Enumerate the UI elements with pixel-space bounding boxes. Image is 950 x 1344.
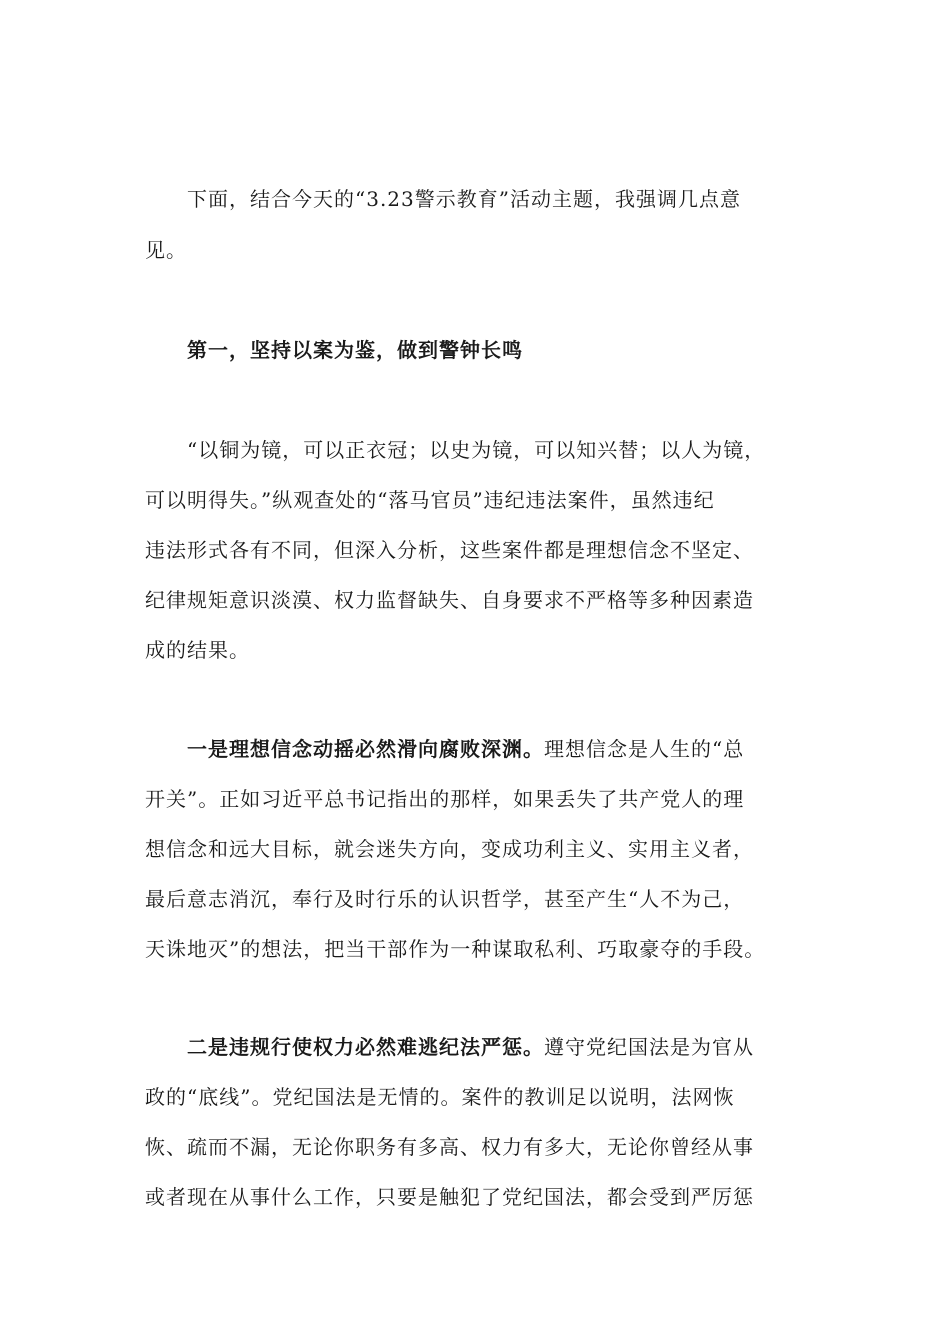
para1-line-5: 成的结果。 [145, 638, 250, 662]
para3-line-4: 或者现在从事什么工作，只要是触犯了党纪国法，都会受到严厉惩 [145, 1185, 754, 1209]
para2-line-2: 开关”。正如习近平总书记指出的那样，如果丢失了共产党人的理 [145, 787, 745, 811]
para3-line-1 [187, 1030, 754, 1064]
para3-lead-rest: 遵守党纪国法是为官从 [544, 1035, 754, 1059]
para1-line-1: “以铜为镜，可以正衣冠；以史为镜，可以知兴替；以人为镜， [187, 438, 766, 462]
para2-line-5: 天诛地灭”的想法，把当干部作为一种谋取私利、巧取豪夺的手段。 [145, 937, 766, 961]
para1-line-3: 违法形式各有不同，但深入分析，这些案件都是理想信念不坚定、 [145, 538, 754, 562]
intro-line-1: 下面，结合今天的“3.23警示教育”活动主题，我强调几点意 [187, 187, 741, 211]
para1-line-4: 纪律规矩意识淡漠、权力监督缺失、自身要求不严格等多种因素造 [145, 588, 754, 612]
para2-lead-bold: 一是理想信念动摇必然滑向腐败深渊。 [187, 737, 544, 761]
para2-line-3: 想信念和远大目标，就会迷失方向，变成功利主义、实用主义者， [145, 837, 754, 861]
section-heading-text: 第一，坚持以案为鉴，做到警钟长鸣 [187, 338, 523, 362]
para2-line-1 [187, 732, 744, 766]
para3-line-2: 政的“底线”。党纪国法是无情的。案件的教训足以说明，法网恢 [145, 1085, 735, 1109]
para3-line-3: 恢、疏而不漏，无论你职务有多高、权力有多大，无论你曾经从事 [145, 1135, 754, 1159]
para3-lead-bold: 二是违规行使权力必然难逃纪法严惩。 [187, 1035, 544, 1059]
para2-lead-rest: 理想信念是人生的“总 [544, 737, 745, 761]
para2-line-4: 最后意志消沉，奉行及时行乐的认识哲学，甚至产生“人不为己， [145, 887, 745, 911]
para1-line-2: 可以明得失。”纵观查处的“落马官员”违纪违法案件，虽然违纪 [145, 488, 715, 512]
intro-line-2: 见。 [145, 238, 187, 262]
